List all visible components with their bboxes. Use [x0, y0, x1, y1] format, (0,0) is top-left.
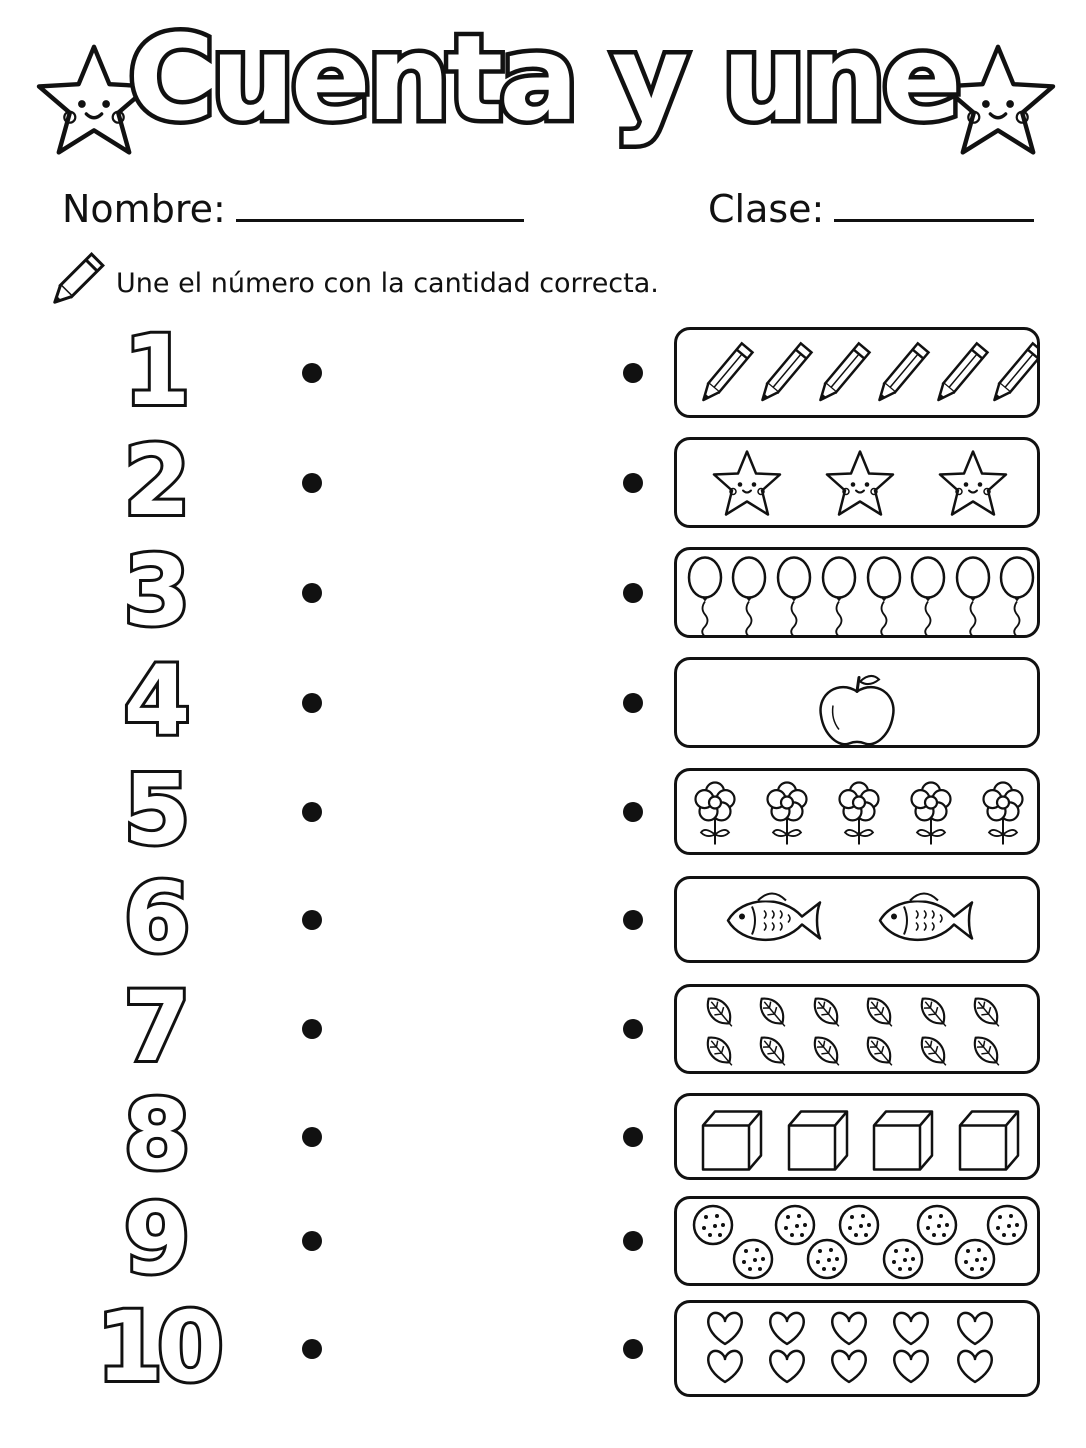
- cube-icon: [703, 1112, 761, 1170]
- leaf-icon: [809, 993, 846, 1032]
- number-8: 8: [123, 1078, 191, 1191]
- flower-icon: [768, 783, 807, 845]
- pencil-icon: [698, 343, 752, 404]
- right-dot-10[interactable]: [623, 1339, 643, 1359]
- leaf-icon: [755, 993, 792, 1032]
- right-dot-9[interactable]: [623, 1231, 643, 1251]
- cube-icon: [874, 1112, 932, 1170]
- leaf-icon: [969, 1032, 1006, 1071]
- picture-box-balloon: [674, 547, 1040, 638]
- right-dot-2[interactable]: [623, 473, 643, 493]
- picture-box-cube: [674, 1093, 1040, 1180]
- number-9: 9: [123, 1183, 191, 1295]
- leaf-icon: [809, 1032, 846, 1071]
- class-input-line[interactable]: [834, 185, 1034, 222]
- right-dot-1[interactable]: [623, 363, 643, 383]
- fish-icon: [880, 894, 972, 940]
- left-dot-8[interactable]: [302, 1127, 322, 1147]
- name-field: [62, 185, 524, 231]
- leaf-icon: [755, 1032, 792, 1071]
- left-dot-6[interactable]: [302, 910, 322, 930]
- flower-icon: [984, 783, 1023, 845]
- cube-icon: [789, 1112, 847, 1170]
- heart-icon: [770, 1351, 804, 1382]
- balloon-icon: [912, 558, 944, 636]
- heart-icon: [958, 1351, 992, 1382]
- balloon-icon: [868, 558, 900, 636]
- leaf-icon: [916, 993, 953, 1032]
- picture-box-apple: [674, 657, 1040, 748]
- picture-box-cookie: [674, 1196, 1040, 1286]
- heart-icon: [832, 1351, 866, 1382]
- number-4: 4: [123, 644, 191, 757]
- heart-icon: [894, 1351, 928, 1382]
- number-1: 1: [123, 314, 191, 427]
- right-dot-8[interactable]: [623, 1127, 643, 1147]
- left-dot-10[interactable]: [302, 1339, 322, 1359]
- leaf-icon: [702, 1032, 739, 1071]
- right-dot-6[interactable]: [623, 910, 643, 930]
- left-dot-7[interactable]: [302, 1019, 322, 1039]
- balloon-icon: [778, 558, 810, 636]
- cookie-icon: [884, 1240, 922, 1278]
- leaf-icon: [862, 1032, 899, 1071]
- number-6: 6: [123, 861, 191, 974]
- picture-box-pencil: [674, 327, 1040, 418]
- fish-icon: [728, 894, 820, 940]
- heart-icon: [770, 1313, 804, 1344]
- heart-icon: [958, 1313, 992, 1344]
- cookie-icon: [776, 1206, 814, 1244]
- number-5: 5: [123, 753, 191, 866]
- pencil-icon: [757, 343, 811, 404]
- pencil-icon: [933, 343, 987, 404]
- heart-icon: [708, 1351, 742, 1382]
- number-3: 3: [123, 534, 191, 647]
- number-2: 2: [123, 424, 191, 537]
- picture-box-leaf: [674, 984, 1040, 1074]
- left-dot-5[interactable]: [302, 802, 322, 822]
- balloon-icon: [689, 558, 721, 636]
- heart-icon: [894, 1313, 928, 1344]
- left-dot-9[interactable]: [302, 1231, 322, 1251]
- star-icon: [940, 452, 1006, 515]
- picture-box-flower: [674, 768, 1040, 855]
- right-dot-3[interactable]: [623, 583, 643, 603]
- right-dot-7[interactable]: [623, 1019, 643, 1039]
- cookie-icon: [840, 1206, 878, 1244]
- right-dot-4[interactable]: [623, 693, 643, 713]
- cookie-icon: [734, 1240, 772, 1278]
- cookie-icon: [956, 1240, 994, 1278]
- class-field: [708, 185, 1034, 231]
- heart-icon: [708, 1313, 742, 1344]
- balloon-icon: [823, 558, 855, 636]
- pencil-icon: [46, 250, 106, 312]
- balloon-icon: [957, 558, 989, 636]
- flower-icon: [696, 783, 735, 845]
- cookie-icon: [918, 1206, 956, 1244]
- balloon-icon: [1001, 558, 1033, 636]
- cube-icon: [960, 1112, 1018, 1170]
- class-label: Clase:: [708, 187, 825, 231]
- leaf-icon: [702, 993, 739, 1032]
- name-input-line[interactable]: [236, 185, 524, 222]
- number-10: 10: [96, 1290, 218, 1403]
- star-icon: [827, 452, 893, 515]
- right-dot-5[interactable]: [623, 802, 643, 822]
- cookie-icon: [808, 1240, 846, 1278]
- page-title: Cuenta y une: [128, 9, 958, 147]
- instruction-text: Une el número con la cantidad correcta.: [116, 268, 659, 299]
- leaf-icon: [862, 993, 899, 1032]
- number-7: 7: [123, 971, 191, 1083]
- left-dot-1[interactable]: [302, 363, 322, 383]
- name-label: Nombre:: [62, 187, 226, 231]
- apple-icon: [821, 676, 894, 744]
- cookie-icon: [694, 1206, 732, 1244]
- flower-icon: [912, 783, 951, 845]
- leaf-icon: [916, 1032, 953, 1071]
- picture-box-heart: [674, 1300, 1040, 1397]
- pencil-icon: [874, 343, 928, 404]
- left-dot-3[interactable]: [302, 583, 322, 603]
- picture-box-star: [674, 437, 1040, 528]
- pencil-icon: [989, 343, 1037, 404]
- cookie-icon: [988, 1206, 1026, 1244]
- picture-box-fish: [674, 876, 1040, 963]
- balloon-icon: [733, 558, 765, 636]
- star-icon: [714, 452, 780, 515]
- pencil-icon: [815, 343, 869, 404]
- leaf-icon: [969, 993, 1006, 1032]
- left-dot-4[interactable]: [302, 693, 322, 713]
- flower-icon: [840, 783, 879, 845]
- left-dot-2[interactable]: [302, 473, 322, 493]
- heart-icon: [832, 1313, 866, 1344]
